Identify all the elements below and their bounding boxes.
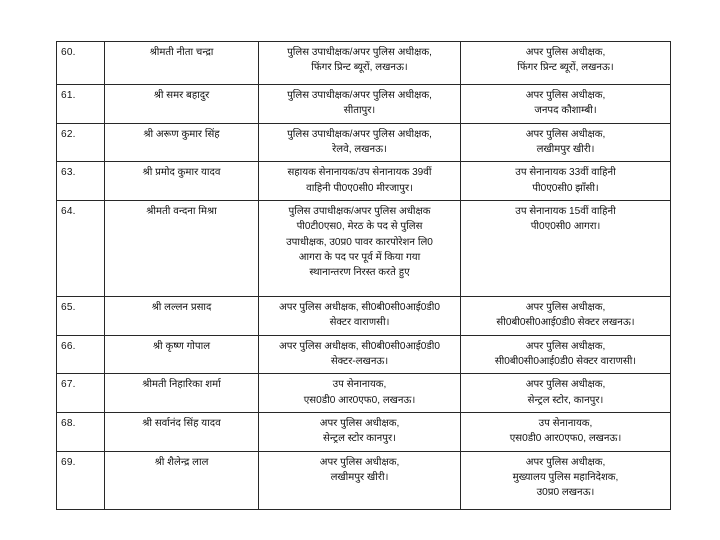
- cell-serial-number: 67.: [57, 374, 105, 413]
- cell-line-group: [263, 204, 456, 281]
- cell-line: अपर पुलिस अधीक्षक,: [525, 379, 606, 391]
- cell-line: पुलिस उपाधीक्षक/अपर पुलिस अधीक्षक,: [287, 128, 432, 140]
- cell-line: सेन्ट्रल स्टोर कानपुर।: [323, 433, 396, 445]
- cell-officer-name: श्री समर बहादुर: [105, 85, 259, 124]
- cell-line: रेलवे, लखनऊ।: [332, 143, 387, 155]
- cell-new-posting: [461, 85, 671, 124]
- cell-line-group: [465, 88, 666, 119]
- cell-line-group: [263, 127, 456, 158]
- cell-line-group: [263, 88, 456, 119]
- cell-line-group: [465, 339, 666, 370]
- table-row: [57, 296, 671, 335]
- table-row: [57, 42, 671, 85]
- table-row: [57, 85, 671, 124]
- cell-serial-number: 68.: [57, 412, 105, 451]
- cell-officer-name: श्री अरूण कुमार सिंह: [105, 123, 259, 162]
- cell-line-group: [465, 377, 666, 408]
- cell-officer-name: श्री प्रमोद कुमार यादव: [105, 162, 259, 201]
- cell-line-group: [465, 45, 666, 76]
- cell-line: उपाधीक्षक, उ0प्र0 पावर कारपोरेशन लि0: [286, 236, 433, 248]
- table-row: [57, 162, 671, 201]
- cell-officer-name: श्रीमती नीता चन्द्रा: [105, 42, 259, 85]
- cell-line: सी0बी0सी0आई0डी0 सेक्टर लखनऊ।: [496, 317, 635, 329]
- cell-line: सेक्टर-लखनऊ।: [330, 355, 389, 367]
- cell-line-group: [263, 416, 456, 447]
- cell-line: उप सेनानायक,: [538, 417, 593, 429]
- cell-serial-number: 65.: [57, 296, 105, 335]
- cell-line: मुख्यालय पुलिस महानिदेशक,: [512, 471, 619, 483]
- cell-new-posting: [461, 451, 671, 509]
- cell-new-posting: [461, 374, 671, 413]
- cell-serial-number: 63.: [57, 162, 105, 201]
- cell-current-posting: [259, 85, 461, 124]
- cell-line: फिंगर प्रिन्ट ब्यूरों, लखनऊ।: [517, 62, 614, 74]
- cell-officer-name: श्री शैलेन्द्र लाल: [105, 451, 259, 509]
- cell-line: सेक्टर वाराणसी।: [329, 317, 390, 329]
- cell-line: अपर पुलिस अधीक्षक,: [319, 456, 400, 468]
- table-row: [57, 200, 671, 296]
- cell-line: लखीमपुर खीरी।: [536, 143, 595, 155]
- cell-line-group: [263, 339, 456, 370]
- cell-new-posting: [461, 412, 671, 451]
- cell-line: उप सेनानायक 33वीं वाहिनी: [515, 167, 616, 179]
- cell-line: सी0बी0सी0आई0डी0 सेक्टर वाराणसी।: [494, 355, 637, 367]
- cell-line: पुलिस उपाधीक्षक/अपर पुलिस अधीक्षक: [288, 205, 431, 217]
- cell-current-posting: [259, 42, 461, 85]
- cell-officer-name: श्रीमती वन्दना मिश्रा: [105, 200, 259, 296]
- cell-new-posting: [461, 296, 671, 335]
- cell-serial-number: 60.: [57, 42, 105, 85]
- cell-line-group: [263, 165, 456, 196]
- cell-line-group: [263, 377, 456, 408]
- cell-new-posting: [461, 200, 671, 296]
- cell-officer-name: श्रीमती निहारिका शर्मा: [105, 374, 259, 413]
- cell-line-group: [465, 127, 666, 158]
- table-row: [57, 451, 671, 509]
- scanned-table-region: [56, 41, 670, 510]
- cell-line-group: [465, 300, 666, 331]
- cell-line: सीतापुर।: [343, 105, 376, 117]
- table-row: [57, 374, 671, 413]
- cell-serial-number: 64.: [57, 200, 105, 296]
- cell-new-posting: [461, 42, 671, 85]
- cell-new-posting: [461, 335, 671, 374]
- cell-line-group: [465, 165, 666, 196]
- cell-line: अपर पुलिस अधीक्षक, सी0बी0सी0आई0डी0: [279, 301, 440, 313]
- transfer-table-body: [57, 42, 671, 510]
- cell-serial-number: 62.: [57, 123, 105, 162]
- cell-new-posting: [461, 123, 671, 162]
- cell-line: सहायक सेनानायक/उप सेनानायक 39वीं: [287, 167, 432, 179]
- table-row: [57, 335, 671, 374]
- cell-line: एस0डी0 आर0एफ0, लखनऊ।: [509, 433, 622, 445]
- cell-new-posting: [461, 162, 671, 201]
- cell-line: अपर पुलिस अधीक्षक, सी0बी0सी0आई0डी0: [279, 340, 440, 352]
- cell-line: पी0ए0सी0 आगरा।: [530, 221, 601, 233]
- cell-serial-number: 69.: [57, 451, 105, 509]
- table-row: [57, 412, 671, 451]
- cell-current-posting: [259, 374, 461, 413]
- cell-line: लखीमपुर खीरी।: [330, 471, 389, 483]
- cell-line: अपर पुलिस अधीक्षक,: [525, 456, 606, 468]
- transfer-table: [56, 41, 671, 510]
- cell-current-posting: [259, 296, 461, 335]
- cell-line: फिंगर प्रिन्ट ब्यूरों, लखनऊ।: [311, 62, 408, 74]
- cell-line: अपर पुलिस अधीक्षक,: [319, 417, 400, 429]
- cell-line: अपर पुलिस अधीक्षक,: [525, 128, 606, 140]
- cell-current-posting: [259, 162, 461, 201]
- cell-line: अपर पुलिस अधीक्षक,: [525, 47, 606, 58]
- cell-line: आगरा के पद पर पूर्व में किया गया: [298, 251, 421, 263]
- cell-line: उप सेनानायक,: [332, 379, 387, 391]
- cell-line: पी0ए0सी0 झाँसी।: [532, 182, 599, 194]
- cell-line: उ0प्र0 लखनऊ।: [536, 487, 595, 499]
- cell-line: अपर पुलिस अधीक्षक,: [525, 301, 606, 313]
- cell-serial-number: 61.: [57, 85, 105, 124]
- cell-current-posting: [259, 335, 461, 374]
- cell-line: अपर पुलिस अधीक्षक,: [525, 90, 606, 101]
- cell-line: जनपद कौशाम्बी।: [534, 105, 597, 117]
- cell-line: उप सेनानायक 15वीं वाहिनी: [515, 205, 616, 217]
- cell-officer-name: श्री कृष्ण गोपाल: [105, 335, 259, 374]
- table-row: [57, 123, 671, 162]
- cell-line-group: [263, 45, 456, 76]
- cell-line-group: [465, 204, 666, 235]
- cell-officer-name: श्री लल्लन प्रसाद: [105, 296, 259, 335]
- cell-line: सेन्ट्रल स्टोर, कानपुर।: [527, 394, 604, 406]
- cell-line: पी0टी0एस0, मेरठ के पद से पुलिस: [296, 221, 423, 233]
- cell-serial-number: 66.: [57, 335, 105, 374]
- cell-line-group: [263, 455, 456, 486]
- cell-current-posting: [259, 451, 461, 509]
- cell-current-posting: [259, 200, 461, 296]
- cell-line-group: [465, 455, 666, 501]
- cell-line-group: [263, 300, 456, 331]
- cell-line: पुलिस उपाधीक्षक/अपर पुलिस अधीक्षक,: [287, 90, 432, 101]
- cell-line-group: [465, 416, 666, 447]
- cell-line: स्थानान्तरण निरस्त करते हुए: [309, 267, 410, 279]
- cell-officer-name: श्री सर्वानंद सिंह यादव: [105, 412, 259, 451]
- cell-line: वाहिनी पी0ए0सी0 मीरजापुर।: [306, 182, 413, 194]
- cell-line: पुलिस उपाधीक्षक/अपर पुलिस अधीक्षक,: [287, 47, 432, 58]
- cell-current-posting: [259, 412, 461, 451]
- cell-current-posting: [259, 123, 461, 162]
- cell-line: अपर पुलिस अधीक्षक,: [525, 340, 606, 352]
- cell-line: एस0डी0 आर0एफ0, लखनऊ।: [303, 394, 416, 406]
